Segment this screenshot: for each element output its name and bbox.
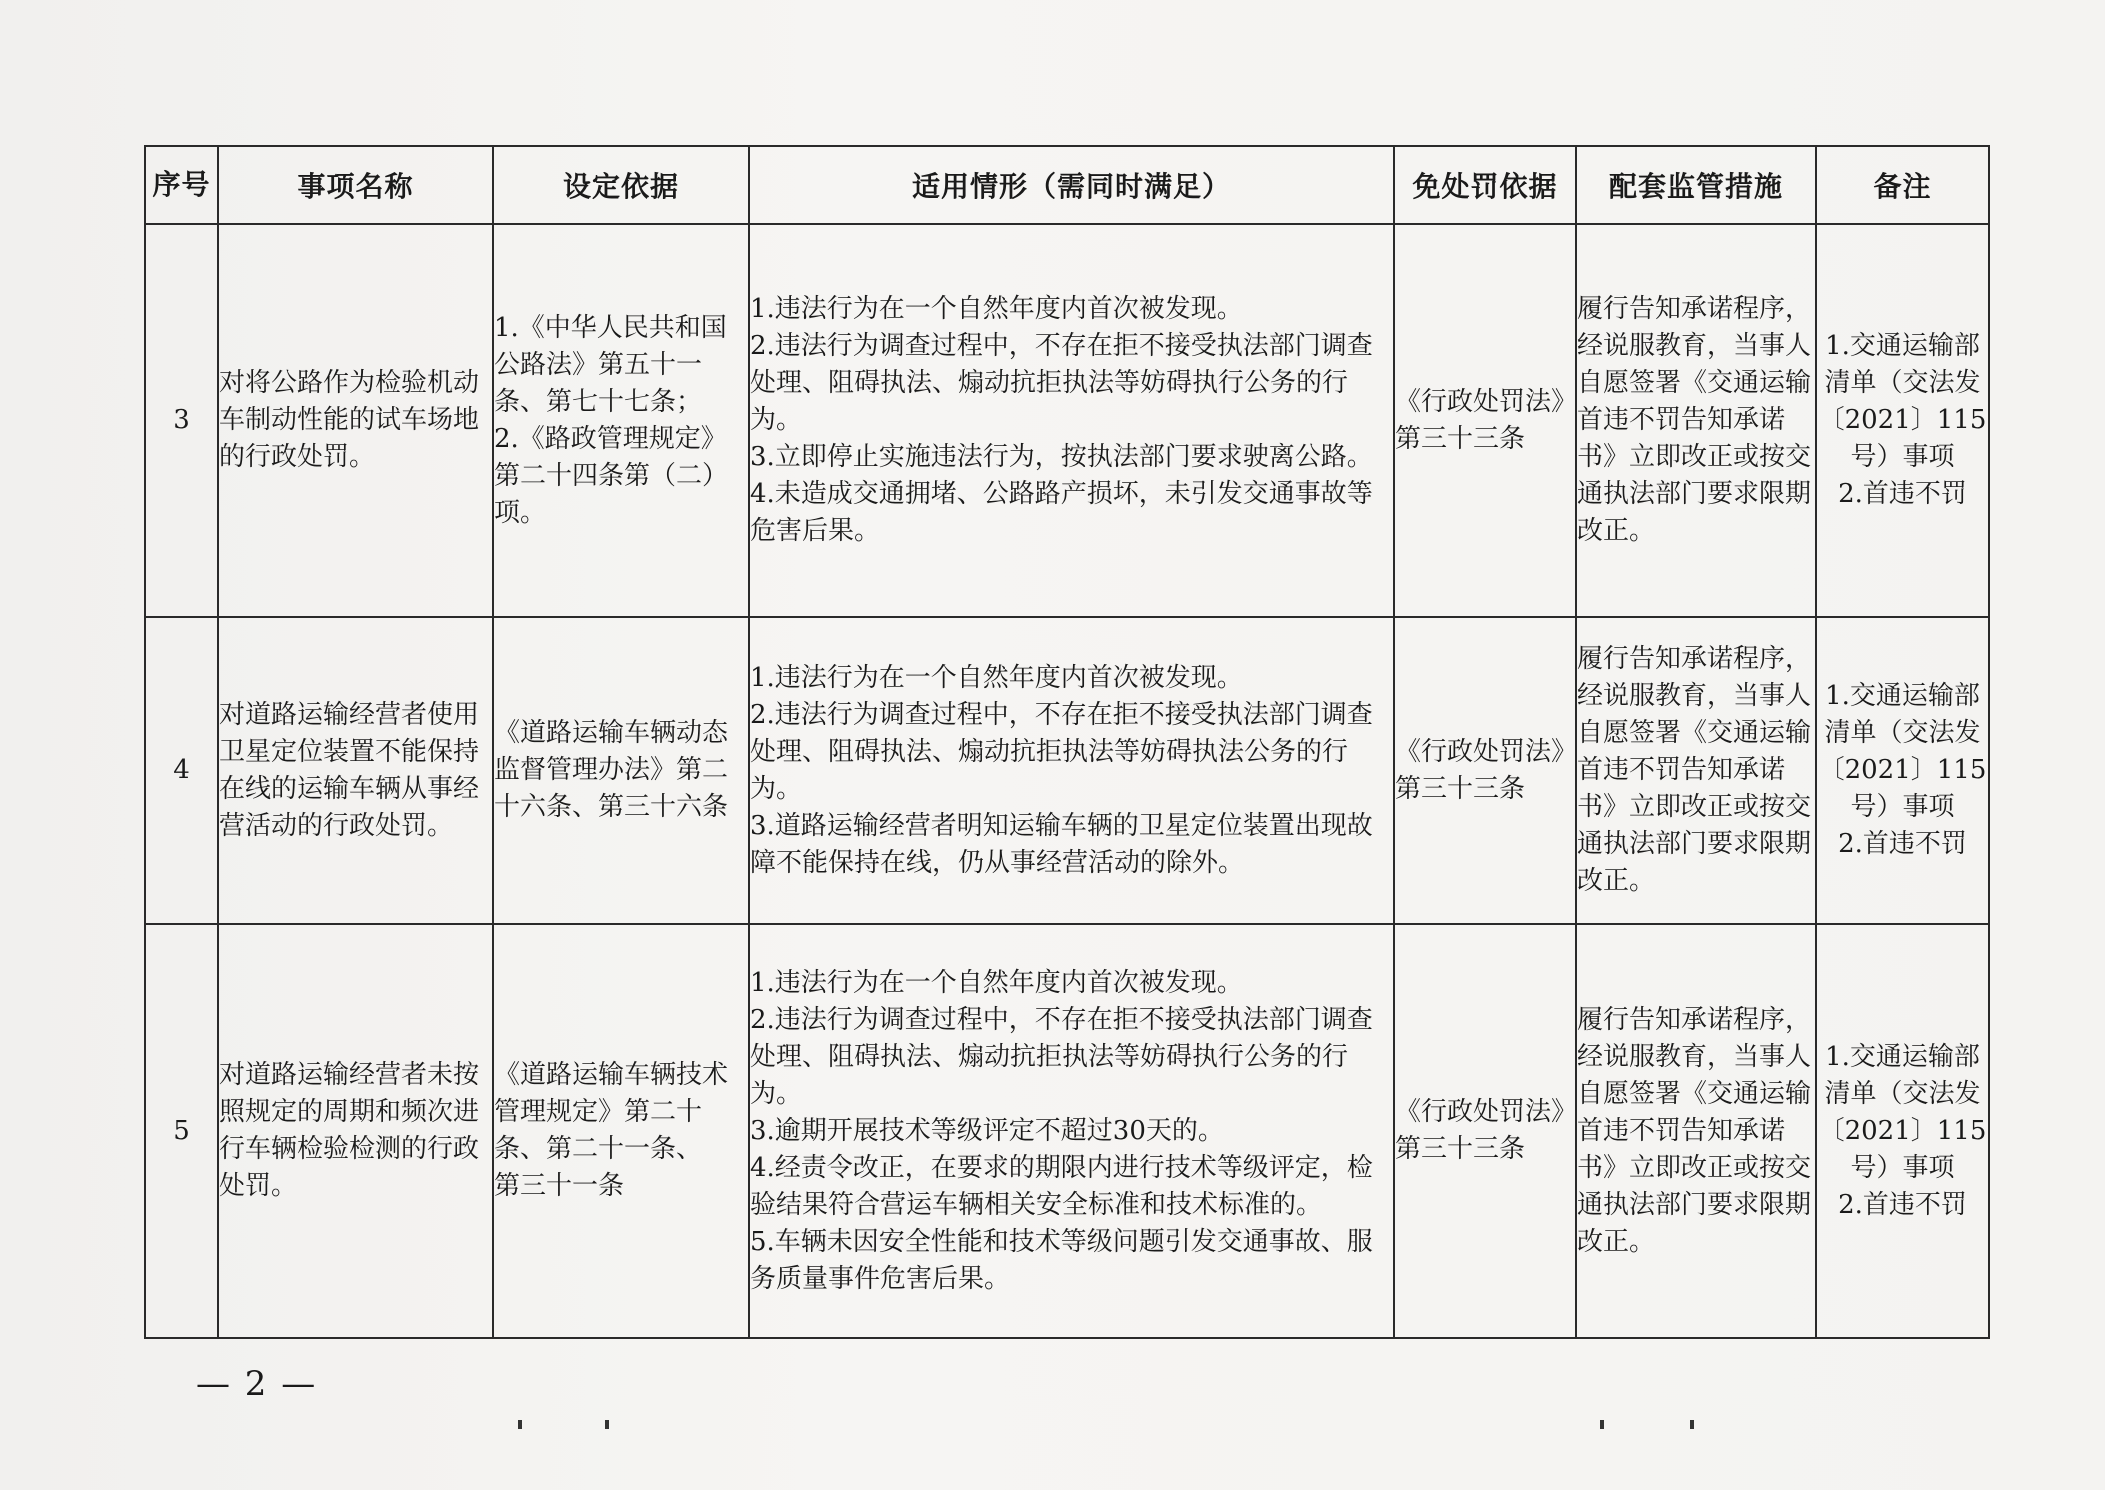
basis-line: 第三十一条 (494, 1171, 625, 1201)
table-row (145, 924, 1989, 1338)
header-basis: 设定依据 (493, 146, 749, 224)
row-measures: 履行告知承诺程序，经说服教育，当事人自愿签署《交通运输首违不罚告知承诺书》立即改正或按交通执法部门要求限期改正。 (1576, 224, 1816, 617)
header-seq: 序号 (145, 146, 218, 224)
header-remarks: 备注 (1816, 146, 1989, 224)
condition-line: 3.立即停止实施违法行为，按执法部门要求驶离公路。 (750, 442, 1373, 472)
header-name: 事项名称 (218, 146, 493, 224)
row-measures: 履行告知承诺程序，经说服教育，当事人自愿签署《交通运输首违不罚告知承诺书》立即改正或按交通执法部门要求限期改正。 (1576, 617, 1816, 924)
row-legal-basis: 《行政处罚法》第三十三条 (1394, 617, 1576, 924)
basis-line: 2.《路政管理规定》第二十四条第（二）项。 (494, 423, 729, 528)
condition-line: 4.经责令改正，在要求的期限内进行技术等级评定，检验结果符合营运车辆相关安全标准和技术标准的。 (750, 1152, 1373, 1220)
page-number: — 2 — (196, 1364, 318, 1404)
binding-mark (518, 1420, 522, 1429)
row-conditions (749, 224, 1394, 617)
remark-line: 2.首违不罚 (1838, 829, 1967, 859)
basis-line: 《道路运输车辆技术管理规定》第二十条、第二十一条、 (494, 1060, 729, 1164)
row-item-name: 对将公路作为检验机动车制动性能的试车场地的行政处罚。 (218, 224, 493, 617)
condition-line: 1.违法行为在一个自然年度内首次被发现。 (750, 662, 1243, 693)
row-basis (493, 224, 749, 617)
row-conditions (749, 924, 1394, 1338)
condition-line: 5.车辆未因安全性能和技术等级问题引发交通事故、服务质量事件危害后果。 (750, 1226, 1373, 1294)
row-seq: 3 (145, 224, 218, 617)
header-measures: 配套监管措施 (1576, 146, 1816, 224)
table-row (145, 224, 1989, 617)
penalty-exemption-table (144, 145, 1990, 1339)
condition-line: 3.逾期开展技术等级评定不超过30天的。 (750, 1115, 1224, 1146)
row-measures: 履行告知承诺程序，经说服教育，当事人自愿签署《交通运输首违不罚告知承诺书》立即改正或按交通执法部门要求限期改正。 (1576, 924, 1816, 1338)
row-basis (493, 617, 749, 924)
row-legal-basis: 《行政处罚法》第三十三条 (1394, 224, 1576, 617)
condition-line: 2.违法行为调查过程中，不存在拒不接受执法部门调查处理、阻碍执法、煽动抗拒执法等妨碍执行公务的行为。 (750, 1004, 1373, 1109)
row-basis (493, 924, 749, 1338)
condition-line: 2.违法行为调查过程中，不存在拒不接受执法部门调查处理、阻碍执法、煽动抗拒执法等妨碍执行公务的行为。 (750, 331, 1373, 435)
basis-line: 1.《中华人民共和国公路法》第五十一条、第七十七条； (494, 312, 727, 417)
binding-mark (1690, 1420, 1694, 1429)
row-conditions (749, 617, 1394, 924)
binding-mark (1600, 1420, 1604, 1429)
row-item-name: 对道路运输经营者使用卫星定位装置不能保持在线的运输车辆从事经营活动的行政处罚。 (218, 617, 493, 924)
condition-line: 1.违法行为在一个自然年度内首次被发现。 (750, 967, 1243, 998)
condition-line: 2.违法行为调查过程中，不存在拒不接受执法部门调查处理、阻碍执法、煽动抗拒执法等妨碍执法公务的行为。 (750, 699, 1373, 804)
row-seq: 5 (145, 924, 218, 1338)
header-legal-basis: 免处罚依据 (1394, 146, 1576, 224)
header-conditions: 适用情形（需同时满足） (749, 146, 1394, 224)
table-header-row (145, 146, 1989, 224)
row-seq: 4 (145, 617, 218, 924)
condition-line: 1.违法行为在一个自然年度内首次被发现。 (750, 294, 1243, 324)
row-remarks (1816, 924, 1989, 1338)
row-legal-basis: 《行政处罚法》第三十三条 (1394, 924, 1576, 1338)
row-item-name: 对道路运输经营者未按照规定的周期和频次进行车辆检验检测的行政处罚。 (218, 924, 493, 1338)
row-remarks (1816, 617, 1989, 924)
remark-line: 2.首违不罚 (1838, 479, 1967, 509)
condition-line: 3.道路运输经营者明知运输车辆的卫星定位装置出现故障不能保持在线，仍从事经营活动的除外。 (750, 810, 1373, 878)
binding-mark (605, 1420, 609, 1429)
remark-line: 2.首违不罚 (1838, 1189, 1967, 1220)
remark-line: 1.交通运输部清单（交法发〔2021〕115号）事项 (1818, 1041, 1987, 1183)
basis-line: 《道路运输车辆动态监督管理办法》第二十六条、第三十六条 (494, 718, 729, 822)
row-remarks (1816, 224, 1989, 617)
condition-line: 4.未造成交通拥堵、公路路产损坏，未引发交通事故等危害后果。 (750, 479, 1373, 546)
remark-line: 1.交通运输部清单（交法发〔2021〕115号）事项 (1818, 331, 1987, 472)
remark-line: 1.交通运输部清单（交法发〔2021〕115号）事项 (1818, 681, 1987, 822)
table-row (145, 617, 1989, 924)
